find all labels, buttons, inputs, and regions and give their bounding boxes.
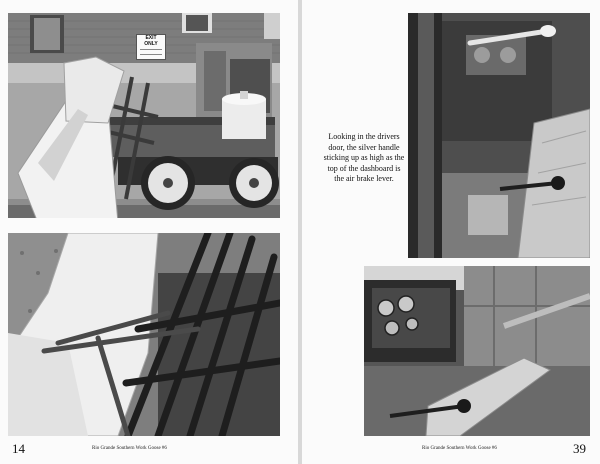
- sign-line-1: EXIT: [145, 35, 157, 41]
- right-page-number: 39: [573, 441, 586, 456]
- photo-railcar-side: [8, 13, 280, 218]
- photo-drivers-door: [408, 13, 590, 258]
- sign-small-text: [140, 49, 162, 55]
- sign-line-2: ONLY: [144, 41, 158, 47]
- left-page-footer: Rio Grande Southern Work Goose #6: [92, 446, 167, 451]
- right-page-footer: Rio Grande Southern Work Goose #6: [422, 446, 497, 451]
- photo-cab-dashboard: [364, 266, 590, 436]
- photo-plow-frame-closeup: [8, 233, 280, 436]
- photo-caption: Looking in the drivers door, the silver handle sticking up as high as the top of the dashboard is the air brake lever.: [323, 132, 405, 183]
- exit-only-sign: [136, 34, 166, 60]
- left-page-number: 14: [12, 441, 25, 456]
